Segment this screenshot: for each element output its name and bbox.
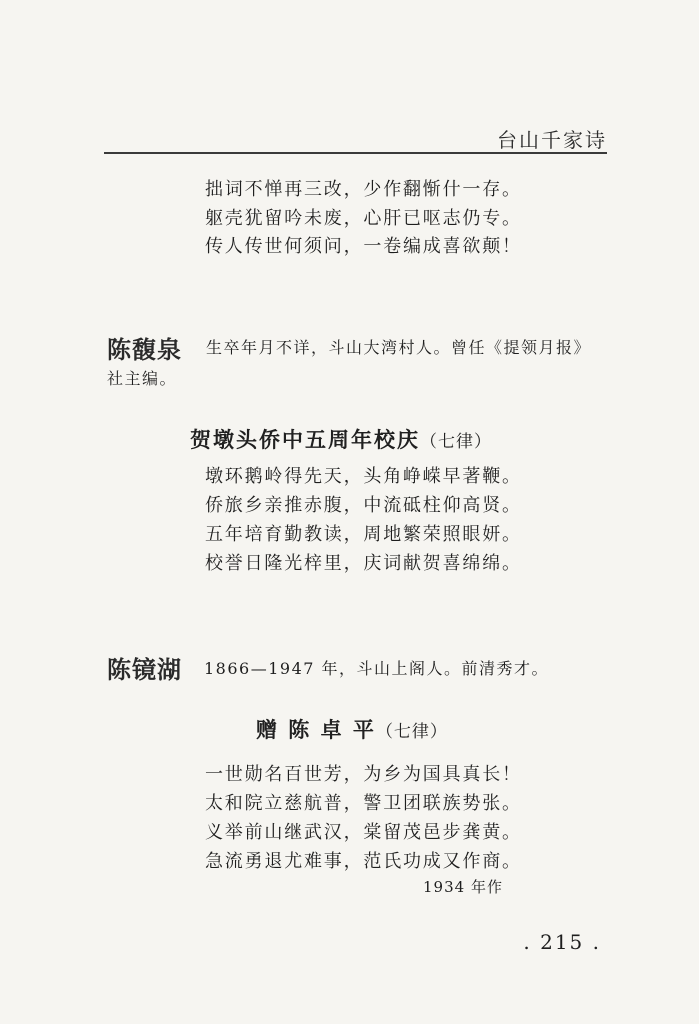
poem-line: 墩环鹅岭得先天，头角峥嵘早著鞭。 [205,466,522,487]
poem-line: 五年培育勤教读，周地繁荣照眼妍。 [205,524,522,545]
poem-line: 侨旅乡亲推赤腹，中流砥柱仰高贤。 [205,495,522,516]
continued-poem-line: 躯壳犹留吟未废，心肝已呕志仍专。 [205,208,522,229]
poem-signature: 1934 年作 [423,878,503,896]
author-name: 陈镜湖 [107,656,182,684]
author-name: 陈馥泉 [107,336,182,364]
poem-line: 一世勋名百世芳，为乡为国具真长！ [205,764,522,785]
poem-title-text: 赠 陈 卓 平 [256,718,376,742]
poem-title [190,424,492,454]
page-number: . 215 . [523,930,601,954]
poem-title-text: 贺墩头侨中五周年校庆 [190,428,420,452]
author-bio: 1866—1947 年，斗山上阁人。前清秀才。 [204,659,550,678]
poem-form: （七律） [375,722,448,742]
running-header-title: 台山千家诗 [497,128,607,152]
poem-line: 校誉日隆光梓里，庆词献贺喜绵绵。 [205,553,522,574]
header-rule [104,152,607,154]
author-bio-continued: 社主编。 [107,369,178,388]
continued-poem-line: 拙词不惮再三改，少作翻惭什一存。 [205,179,522,200]
poem-title [256,714,448,744]
continued-poem-line: 传人传世何须问，一卷编成喜欲颠！ [205,236,522,257]
poem-line: 义举前山继武汉，棠留茂邑步龚黄。 [205,822,522,843]
poem-line: 太和院立慈航普，警卫团联族势张。 [205,793,522,814]
poem-form: （七律） [420,432,492,452]
poem-line: 急流勇退尤难事，范氏功成又作商。 [205,851,522,872]
author-bio: 生卒年月不详，斗山大湾村人。曾任《提领月报》 [206,338,592,357]
